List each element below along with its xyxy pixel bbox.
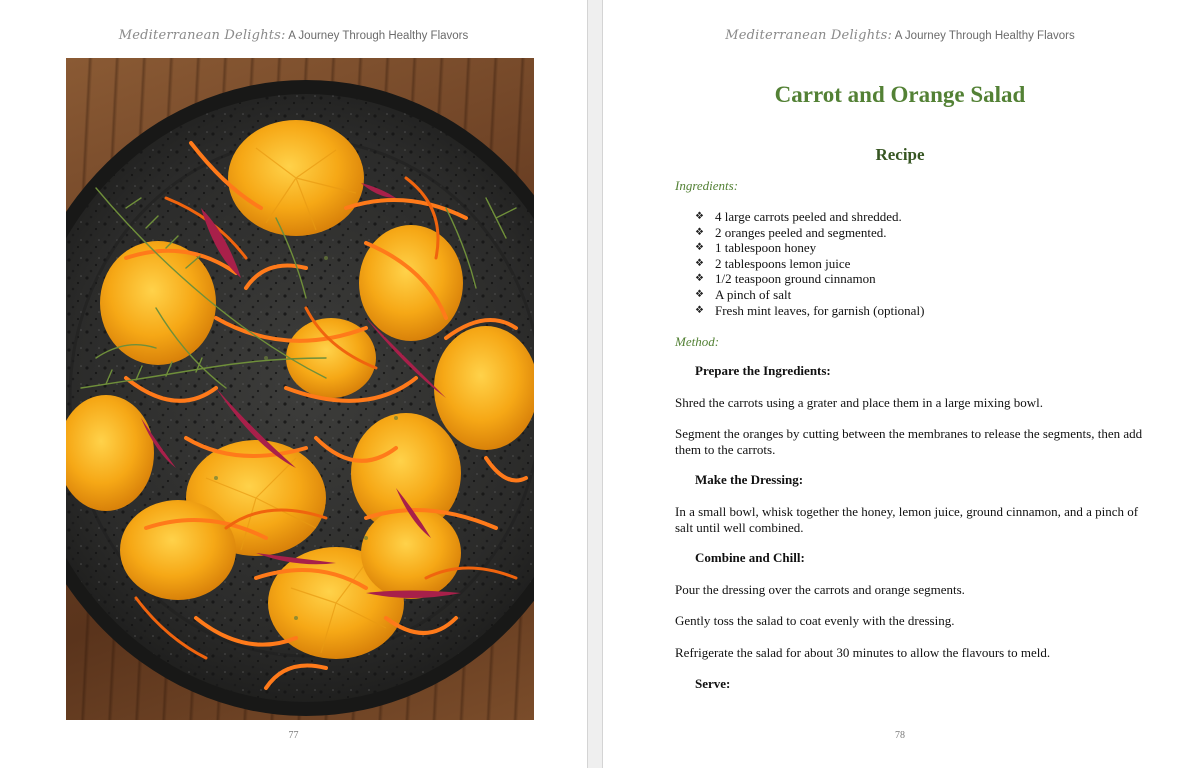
running-header-left: [0, 28, 587, 43]
page-number-left: 77: [288, 730, 299, 741]
ingredients-list: [695, 209, 924, 318]
step-paragraph: Refrigerate the salad for about 30 minutes to allow the flavours to meld.: [675, 645, 1051, 660]
method-label: Method:: [675, 334, 720, 349]
header-subtitle: A Journey Through Healthy Flavors: [892, 30, 1075, 42]
right-page: [603, 0, 1197, 768]
step-paragraph: Shred the carrots using a grater and place them in a large mixing bowl.: [675, 395, 1043, 410]
header-script-title: Mediterranean Delights:: [725, 28, 893, 43]
left-page: [0, 0, 587, 768]
page-gutter: [587, 0, 603, 768]
step-heading-dressing: Make the Dressing:: [695, 472, 804, 487]
ingredient-item: ❖ Fresh mint leaves, for garnish (optional): [695, 302, 925, 318]
bullet-icon: ❖: [695, 226, 704, 238]
step-heading-combine: Combine and Chill:: [695, 550, 805, 565]
bullet-icon: ❖: [695, 273, 704, 285]
step-heading-serve: Serve:: [695, 676, 731, 691]
page-number-right: 78: [895, 730, 905, 741]
ingredients-label: Ingredients:: [675, 178, 739, 193]
step-heading-prepare: Prepare the Ingredients:: [695, 363, 831, 378]
running-header-right: [603, 28, 1197, 43]
bullet-icon: ❖: [695, 288, 704, 300]
ingredient-item: ❖ 1 tablespoon honey: [695, 240, 817, 256]
bullet-icon: ❖: [695, 304, 704, 316]
header-subtitle: A Journey Through Healthy Flavors: [285, 30, 469, 42]
recipe-subtitle: Recipe: [875, 145, 925, 164]
bullet-icon: ❖: [695, 211, 704, 222]
salad-illustration: [66, 58, 534, 720]
ingredient-item: ❖ 2 tablespoons lemon juice: [695, 255, 851, 271]
ingredient-item: ❖ 2 oranges peeled and segmented.: [695, 224, 887, 240]
ingredient-item: ❖ A pinch of salt: [695, 286, 792, 302]
step-paragraph: Gently toss the salad to coat evenly with the dressing.: [675, 613, 955, 628]
ingredient-item: ❖ 4 large carrots peeled and shredded.: [695, 209, 902, 224]
bullet-icon: ❖: [695, 242, 704, 254]
step-paragraph: Pour the dressing over the carrots and orange segments.: [675, 582, 965, 597]
salad-photo: [66, 58, 534, 720]
ingredient-item: ❖ 1/2 teaspoon ground cinnamon: [695, 271, 876, 287]
recipe-title: Carrot and Orange Salad: [774, 82, 1026, 107]
step-paragraph: In a small bowl, whisk together the honey, lemon juice, ground cinnamon, and a pinch of salt until well combined.: [675, 504, 1139, 535]
bullet-icon: ❖: [695, 257, 704, 269]
header-script-title: Mediterranean Delights:: [118, 28, 286, 43]
step-paragraph: Segment the oranges by cutting between the membranes to release the segments, then add them to the carrots.: [675, 426, 1143, 457]
